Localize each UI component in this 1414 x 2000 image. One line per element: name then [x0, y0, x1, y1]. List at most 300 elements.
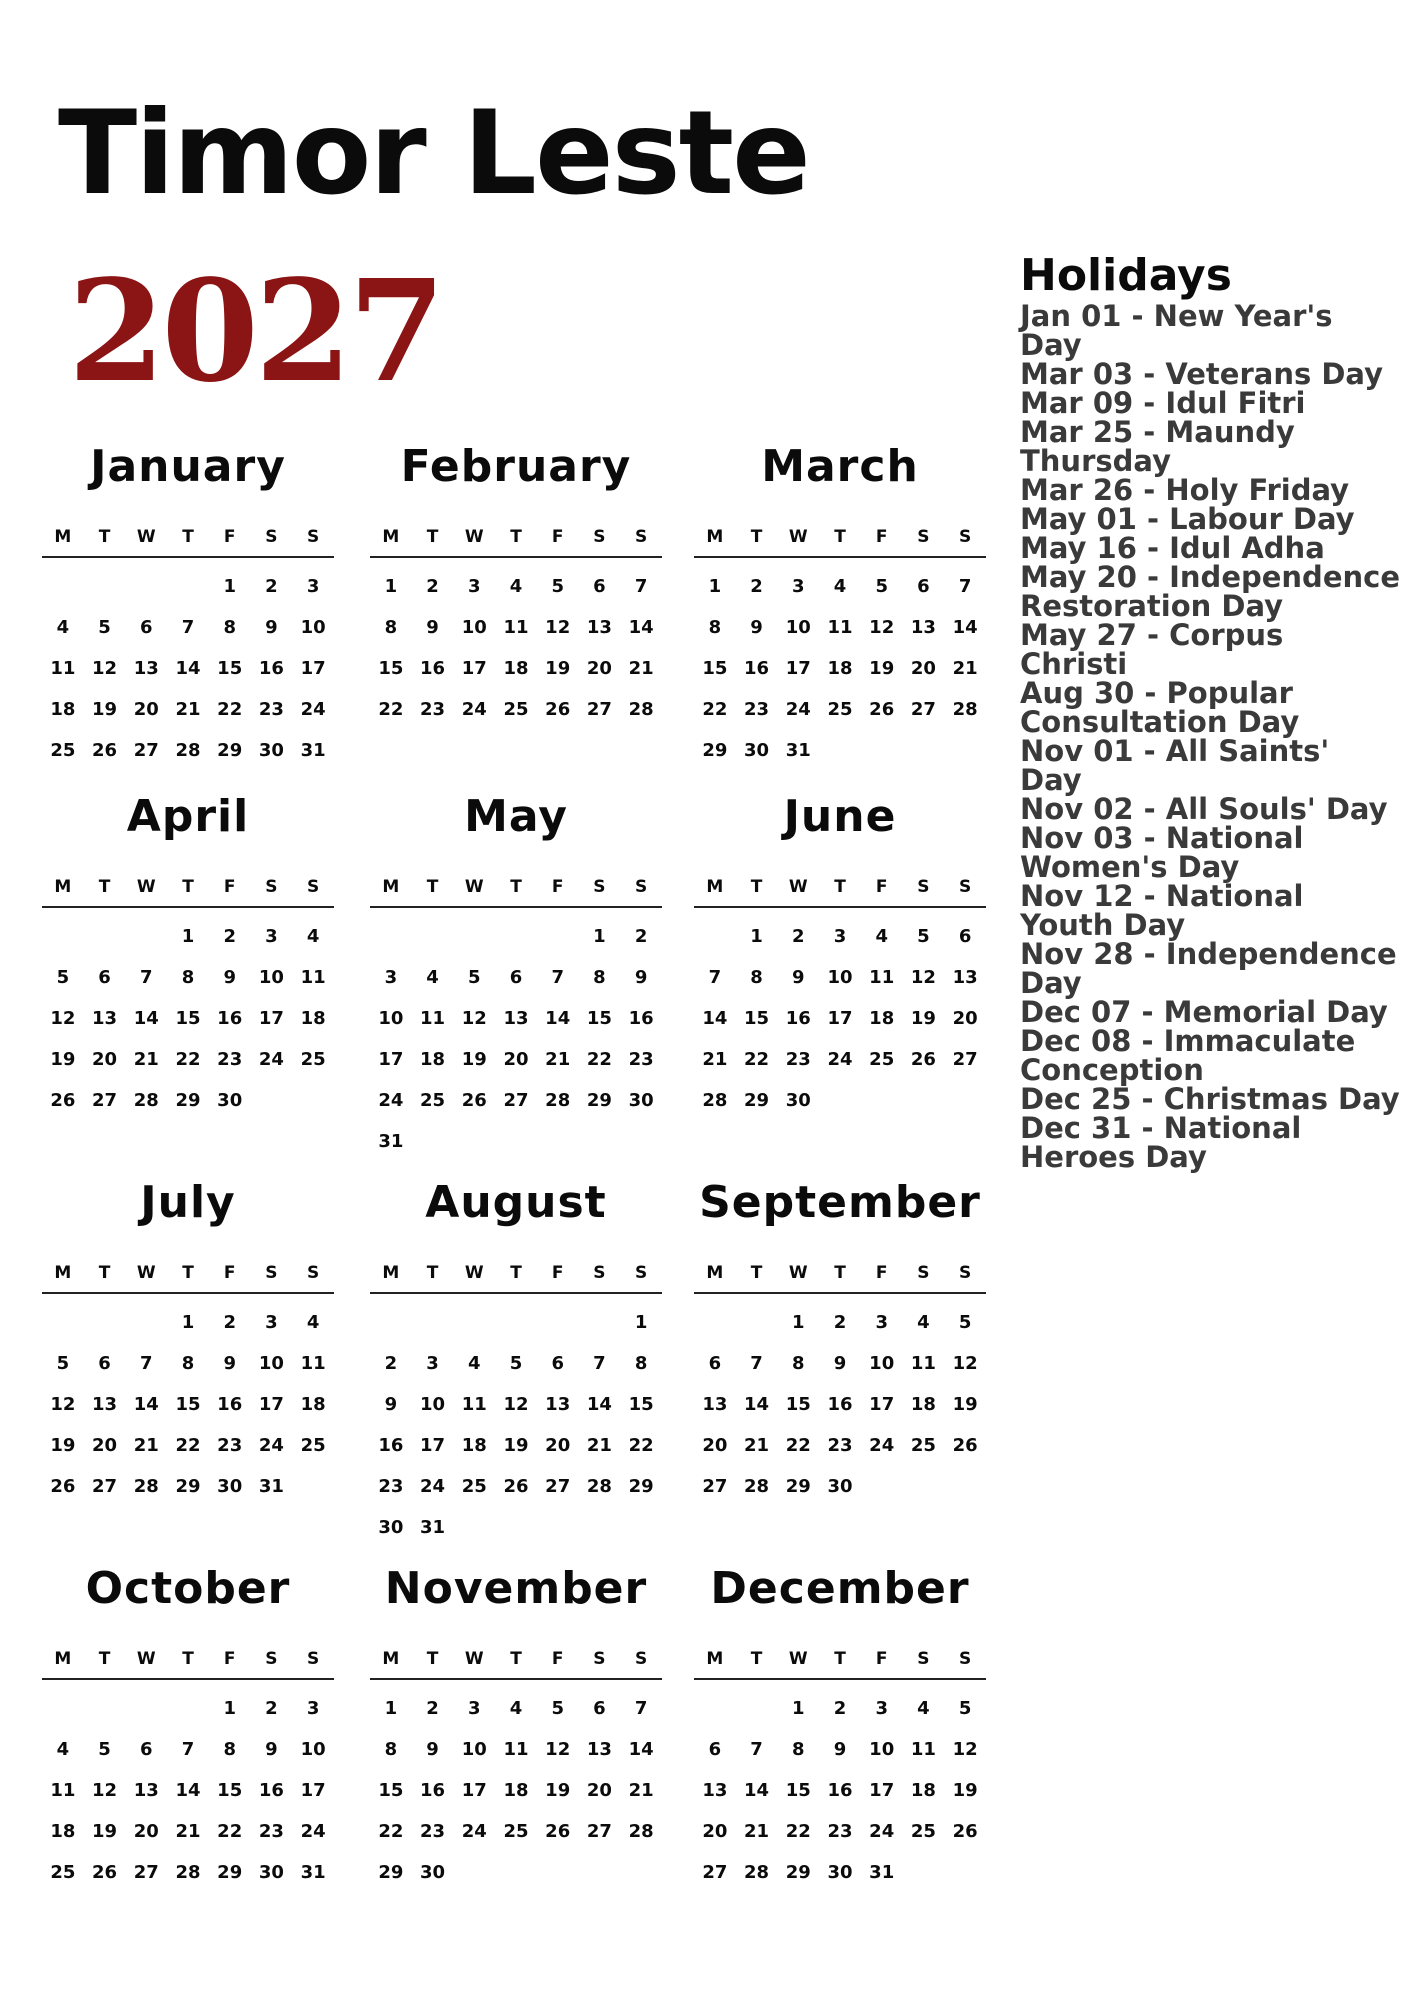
- weekday-label: S: [635, 1263, 648, 1283]
- day-cell: 12: [92, 658, 118, 679]
- day-cell: 3: [792, 576, 805, 597]
- weekday-label: S: [959, 877, 972, 897]
- day-cell: 13: [133, 658, 159, 679]
- weekday-label: T: [834, 1263, 846, 1283]
- day-cell: 5: [958, 1698, 972, 1719]
- day-cell: 21: [628, 1780, 654, 1801]
- day-cell: 22: [378, 699, 404, 720]
- weekday-label: T: [834, 877, 846, 897]
- day-cell: 17: [785, 658, 811, 679]
- weekday-label: W: [788, 1263, 808, 1283]
- day-cell: 18: [910, 1780, 936, 1801]
- empty-day-cell: [125, 1302, 167, 1343]
- day-cell: 3: [384, 967, 398, 988]
- weekday-label: S: [593, 1263, 606, 1283]
- day-cell: 25: [420, 1090, 446, 1111]
- day-cell: 23: [258, 699, 284, 720]
- day-cell: 18: [50, 699, 76, 720]
- day-cell: 24: [785, 699, 811, 720]
- day-cell: 14: [175, 658, 201, 679]
- day-cell: 10: [461, 1739, 487, 1760]
- weekday-label: T: [510, 877, 522, 897]
- weekday-label: T: [510, 1649, 522, 1669]
- day-cell: 26: [545, 1821, 571, 1842]
- day-cell: 4: [509, 576, 523, 597]
- day-cell: 9: [792, 967, 805, 988]
- day-cell: 5: [551, 1698, 564, 1719]
- day-cell: 24: [461, 1821, 487, 1842]
- day-cell: 1: [708, 576, 722, 597]
- day-cell: 24: [869, 1435, 895, 1456]
- day-cell: 1: [223, 1698, 236, 1719]
- day-cell: 6: [551, 1353, 564, 1374]
- day-cell: 2: [223, 1312, 236, 1333]
- weekday-label: S: [917, 527, 930, 547]
- day-cell: 28: [586, 1476, 612, 1497]
- day-cell: 29: [175, 1090, 201, 1111]
- day-cell: 31: [300, 740, 326, 761]
- empty-day-cell: [84, 566, 126, 607]
- day-cell: 21: [545, 1049, 571, 1070]
- day-cell: 28: [545, 1090, 571, 1111]
- day-cell: 6: [140, 617, 153, 638]
- day-cell: 16: [378, 1435, 404, 1456]
- day-cell: 25: [300, 1049, 326, 1070]
- weekday-label: T: [834, 1649, 846, 1669]
- weekday-label: M: [54, 1263, 72, 1283]
- weekday-label: F: [875, 1649, 888, 1669]
- month-january: [42, 432, 334, 771]
- day-cell: 8: [792, 1739, 805, 1760]
- day-cell: 6: [708, 1739, 722, 1760]
- day-cell: 17: [258, 1394, 284, 1415]
- weekday-header: [370, 874, 662, 908]
- day-cell: 11: [503, 1739, 529, 1760]
- weekday-label: T: [750, 1263, 763, 1283]
- holiday-item: Mar 03 - Veterans Day: [1020, 357, 1383, 391]
- weekday-label: T: [182, 1263, 194, 1283]
- day-cell: 23: [258, 1821, 284, 1842]
- day-cell: 10: [461, 617, 487, 638]
- month-name: October: [85, 1563, 291, 1614]
- weekday-label: F: [551, 877, 564, 897]
- day-cell: 23: [217, 1435, 243, 1456]
- day-cell: 2: [223, 926, 236, 947]
- day-cell: 26: [545, 699, 571, 720]
- day-cell: 4: [56, 617, 70, 638]
- empty-day-cell: [736, 1302, 778, 1343]
- day-cell: 2: [265, 1698, 278, 1719]
- day-cell: 6: [140, 1739, 153, 1760]
- day-cell: 18: [300, 1008, 326, 1029]
- day-cell: 30: [744, 740, 770, 761]
- month-august: [370, 1168, 662, 1548]
- day-cell: 14: [175, 1780, 201, 1801]
- month-name: May: [464, 791, 568, 842]
- day-cell: 26: [910, 1049, 936, 1070]
- day-cell: 22: [175, 1049, 201, 1070]
- month-name: June: [783, 791, 897, 842]
- weekday-label: W: [136, 877, 156, 897]
- weekday-label: S: [593, 877, 606, 897]
- day-cell: 13: [92, 1008, 118, 1029]
- day-cell: 29: [175, 1476, 201, 1497]
- weekday-label: F: [223, 1263, 236, 1283]
- day-cell: 1: [750, 926, 763, 947]
- month-name: September: [699, 1177, 981, 1228]
- day-cell: 31: [869, 1862, 895, 1883]
- day-cell: 8: [384, 1739, 398, 1760]
- empty-day-cell: [42, 1688, 84, 1729]
- day-cell: 1: [634, 1312, 648, 1333]
- day-cell: 26: [503, 1476, 529, 1497]
- holiday-item: Aug 30 - Popular Consultation Day: [1020, 676, 1300, 739]
- month-april: [42, 782, 334, 1121]
- day-cell: 16: [827, 1394, 853, 1415]
- day-cell: 7: [140, 1353, 153, 1374]
- day-cell: 9: [426, 617, 439, 638]
- day-cell: 14: [702, 1008, 728, 1029]
- day-cell: 7: [181, 1739, 195, 1760]
- day-cell: 25: [503, 1821, 529, 1842]
- day-cell: 27: [952, 1049, 978, 1070]
- day-cell: 20: [586, 658, 612, 679]
- holiday-item: Nov 02 - All Souls' Day: [1020, 792, 1388, 826]
- empty-day-cell: [167, 1688, 209, 1729]
- day-cell: 31: [785, 740, 811, 761]
- weekday-label: M: [382, 877, 400, 897]
- day-cell: 22: [175, 1435, 201, 1456]
- day-cell: 14: [133, 1008, 159, 1029]
- day-cell: 28: [175, 740, 201, 761]
- day-cell: 10: [300, 617, 326, 638]
- day-grid: [42, 566, 334, 771]
- day-cell: 21: [133, 1049, 159, 1070]
- day-cell: 17: [461, 1780, 487, 1801]
- day-cell: 25: [503, 699, 529, 720]
- day-cell: 2: [426, 576, 439, 597]
- empty-day-cell: [84, 916, 126, 957]
- day-cell: 6: [509, 967, 523, 988]
- day-cell: 27: [92, 1090, 118, 1111]
- day-cell: 9: [384, 1394, 398, 1415]
- day-cell: 14: [952, 617, 978, 638]
- day-cell: 12: [869, 617, 895, 638]
- weekday-label: W: [464, 877, 484, 897]
- day-grid: [42, 1688, 334, 1893]
- weekday-label: F: [875, 527, 888, 547]
- empty-day-cell: [694, 1688, 736, 1729]
- holiday-item: Mar 26 - Holy Friday: [1020, 473, 1350, 507]
- day-cell: 28: [628, 1821, 654, 1842]
- empty-day-cell: [125, 916, 167, 957]
- weekday-label: W: [788, 877, 808, 897]
- weekday-header: [42, 1260, 334, 1294]
- day-cell: 18: [869, 1008, 895, 1029]
- weekday-label: W: [464, 1649, 484, 1669]
- weekday-label: W: [788, 527, 808, 547]
- day-cell: 14: [133, 1394, 159, 1415]
- weekday-label: F: [875, 877, 888, 897]
- day-cell: 11: [420, 1008, 446, 1029]
- day-cell: 1: [181, 926, 195, 947]
- weekday-label: S: [265, 877, 278, 897]
- day-cell: 20: [545, 1435, 571, 1456]
- day-cell: 3: [306, 576, 320, 597]
- day-cell: 25: [300, 1435, 326, 1456]
- day-cell: 30: [258, 740, 284, 761]
- day-cell: 23: [827, 1435, 853, 1456]
- day-cell: 4: [917, 1698, 930, 1719]
- day-cell: 12: [50, 1394, 76, 1415]
- month-name: August: [425, 1177, 607, 1228]
- day-cell: 31: [420, 1517, 446, 1538]
- day-cell: 28: [133, 1476, 159, 1497]
- day-cell: 6: [98, 1353, 111, 1374]
- day-cell: 6: [98, 967, 111, 988]
- day-cell: 28: [952, 699, 978, 720]
- day-cell: 29: [378, 1862, 404, 1883]
- day-cell: 21: [744, 1435, 770, 1456]
- holiday-item: Mar 25 - Maundy Thursday: [1020, 415, 1295, 478]
- day-cell: 15: [217, 1780, 243, 1801]
- weekday-header: [370, 1646, 662, 1680]
- day-grid: [694, 916, 986, 1121]
- day-cell: 4: [509, 1698, 523, 1719]
- day-cell: 22: [785, 1435, 811, 1456]
- day-cell: 28: [702, 1090, 728, 1111]
- day-cell: 1: [181, 1312, 195, 1333]
- holiday-item: Nov 28 - Independence Day: [1020, 937, 1397, 1000]
- day-cell: 16: [258, 658, 284, 679]
- day-cell: 15: [586, 1008, 612, 1029]
- day-cell: 27: [92, 1476, 118, 1497]
- day-cell: 17: [300, 658, 326, 679]
- day-grid: [694, 1688, 986, 1893]
- day-cell: 14: [586, 1394, 612, 1415]
- day-cell: 16: [420, 1780, 446, 1801]
- holiday-item: Dec 25 - Christmas Day: [1020, 1082, 1400, 1116]
- day-cell: 22: [378, 1821, 404, 1842]
- day-cell: 23: [827, 1821, 853, 1842]
- weekday-label: W: [788, 1649, 808, 1669]
- day-cell: 16: [217, 1394, 243, 1415]
- day-cell: 20: [910, 658, 936, 679]
- day-cell: 5: [917, 926, 930, 947]
- day-cell: 13: [702, 1780, 728, 1801]
- empty-day-cell: [42, 1302, 84, 1343]
- day-cell: 13: [952, 967, 978, 988]
- day-cell: 8: [634, 1353, 648, 1374]
- day-cell: 3: [306, 1698, 320, 1719]
- day-cell: 1: [593, 926, 606, 947]
- holiday-item: Nov 03 - National Women's Day: [1020, 821, 1304, 884]
- day-cell: 3: [265, 1312, 278, 1333]
- weekday-header: [694, 524, 986, 558]
- weekday-label: M: [382, 527, 400, 547]
- weekday-label: T: [98, 877, 111, 897]
- day-cell: 4: [56, 1739, 70, 1760]
- year-heading: 2027: [68, 250, 442, 414]
- day-cell: 11: [910, 1353, 936, 1374]
- day-cell: 8: [708, 617, 722, 638]
- weekday-label: S: [917, 1263, 930, 1283]
- day-cell: 15: [785, 1394, 811, 1415]
- day-cell: 24: [420, 1476, 446, 1497]
- weekday-header: [370, 1260, 662, 1294]
- empty-day-cell: [736, 1688, 778, 1729]
- day-cell: 4: [468, 1353, 481, 1374]
- day-cell: 18: [910, 1394, 936, 1415]
- day-cell: 20: [586, 1780, 612, 1801]
- day-cell: 29: [586, 1090, 612, 1111]
- weekday-label: F: [875, 1263, 888, 1283]
- day-cell: 21: [628, 658, 654, 679]
- day-cell: 23: [217, 1049, 243, 1070]
- month-march: [694, 432, 986, 771]
- day-cell: 19: [50, 1049, 76, 1070]
- day-cell: 4: [917, 1312, 930, 1333]
- day-cell: 26: [869, 699, 895, 720]
- day-cell: 7: [634, 576, 648, 597]
- day-cell: 20: [952, 1008, 978, 1029]
- day-cell: 1: [384, 1698, 398, 1719]
- weekday-header: [42, 874, 334, 908]
- day-cell: 14: [545, 1008, 571, 1029]
- day-cell: 2: [265, 576, 278, 597]
- day-cell: 5: [98, 1739, 111, 1760]
- day-cell: 4: [875, 926, 888, 947]
- day-cell: 26: [50, 1090, 76, 1111]
- day-cell: 20: [702, 1821, 728, 1842]
- day-cell: 12: [545, 1739, 571, 1760]
- day-cell: 28: [744, 1862, 770, 1883]
- day-cell: 12: [50, 1008, 76, 1029]
- empty-day-cell: [167, 566, 209, 607]
- empty-day-cell: [495, 916, 537, 957]
- holiday-item: Dec 08 - Immaculate Conception: [1020, 1024, 1356, 1087]
- day-cell: 11: [50, 1780, 76, 1801]
- day-cell: 8: [223, 617, 236, 638]
- holiday-item: Mar 09 - Idul Fitri: [1020, 386, 1306, 420]
- day-cell: 24: [827, 1049, 853, 1070]
- day-cell: 25: [910, 1435, 936, 1456]
- day-cell: 14: [628, 1739, 654, 1760]
- day-cell: 25: [50, 740, 76, 761]
- day-cell: 28: [744, 1476, 770, 1497]
- weekday-label: T: [98, 527, 111, 547]
- day-cell: 1: [223, 576, 236, 597]
- day-cell: 30: [785, 1090, 811, 1111]
- day-cell: 10: [258, 967, 284, 988]
- day-cell: 1: [792, 1698, 805, 1719]
- day-grid: [694, 1302, 986, 1507]
- day-cell: 15: [628, 1394, 654, 1415]
- day-cell: 4: [306, 1312, 320, 1333]
- day-cell: 17: [827, 1008, 853, 1029]
- day-cell: 29: [702, 740, 728, 761]
- day-cell: 10: [785, 617, 811, 638]
- day-cell: 10: [869, 1739, 895, 1760]
- day-cell: 15: [744, 1008, 770, 1029]
- day-cell: 22: [217, 699, 243, 720]
- day-cell: 12: [952, 1739, 978, 1760]
- day-cell: 12: [910, 967, 936, 988]
- day-cell: 4: [833, 576, 847, 597]
- day-grid: [370, 566, 662, 730]
- weekday-label: M: [706, 1649, 724, 1669]
- weekday-label: S: [635, 527, 648, 547]
- weekday-label: T: [98, 1649, 111, 1669]
- day-cell: 21: [586, 1435, 612, 1456]
- holiday-item: Nov 12 - National Youth Day: [1020, 879, 1304, 942]
- weekday-label: S: [959, 1649, 972, 1669]
- day-cell: 30: [827, 1862, 853, 1883]
- day-cell: 19: [92, 1821, 118, 1842]
- day-cell: 20: [92, 1049, 118, 1070]
- day-cell: 10: [420, 1394, 446, 1415]
- day-cell: 29: [217, 740, 243, 761]
- day-cell: 16: [827, 1780, 853, 1801]
- day-cell: 3: [468, 576, 481, 597]
- day-cell: 5: [958, 1312, 972, 1333]
- month-may: [370, 782, 662, 1162]
- weekday-label: T: [182, 877, 194, 897]
- day-cell: 28: [133, 1090, 159, 1111]
- weekday-header: [42, 1646, 334, 1680]
- day-cell: 27: [586, 699, 612, 720]
- day-grid: [370, 1302, 662, 1548]
- holiday-item: May 20 - Independence Restoration Day: [1020, 560, 1400, 623]
- weekday-label: T: [426, 527, 439, 547]
- day-cell: 13: [910, 617, 936, 638]
- day-cell: 18: [503, 658, 529, 679]
- day-cell: 2: [384, 1353, 398, 1374]
- weekday-label: F: [223, 527, 236, 547]
- day-cell: 24: [258, 1049, 284, 1070]
- day-cell: 8: [223, 1739, 236, 1760]
- empty-day-cell: [370, 1302, 412, 1343]
- weekday-label: T: [182, 527, 194, 547]
- day-cell: 11: [461, 1394, 487, 1415]
- day-cell: 22: [217, 1821, 243, 1842]
- weekday-label: S: [959, 527, 972, 547]
- day-cell: 6: [593, 1698, 606, 1719]
- day-cell: 26: [461, 1090, 487, 1111]
- day-cell: 18: [50, 1821, 76, 1842]
- empty-day-cell: [579, 1302, 621, 1343]
- day-cell: 21: [702, 1049, 728, 1070]
- holiday-list: [1020, 299, 1400, 1174]
- day-cell: 19: [545, 658, 571, 679]
- weekday-label: S: [265, 527, 278, 547]
- day-cell: 8: [750, 967, 763, 988]
- day-cell: 3: [468, 1698, 481, 1719]
- day-cell: 10: [869, 1353, 895, 1374]
- day-cell: 2: [426, 1698, 439, 1719]
- day-cell: 17: [258, 1008, 284, 1029]
- day-cell: 24: [300, 699, 326, 720]
- day-cell: 10: [258, 1353, 284, 1374]
- month-name: December: [710, 1563, 970, 1614]
- day-cell: 8: [593, 967, 606, 988]
- day-cell: 22: [785, 1821, 811, 1842]
- month-name: November: [384, 1563, 648, 1614]
- day-cell: 21: [133, 1435, 159, 1456]
- day-cell: 26: [952, 1821, 978, 1842]
- day-cell: 3: [875, 1698, 888, 1719]
- day-cell: 7: [750, 1353, 763, 1374]
